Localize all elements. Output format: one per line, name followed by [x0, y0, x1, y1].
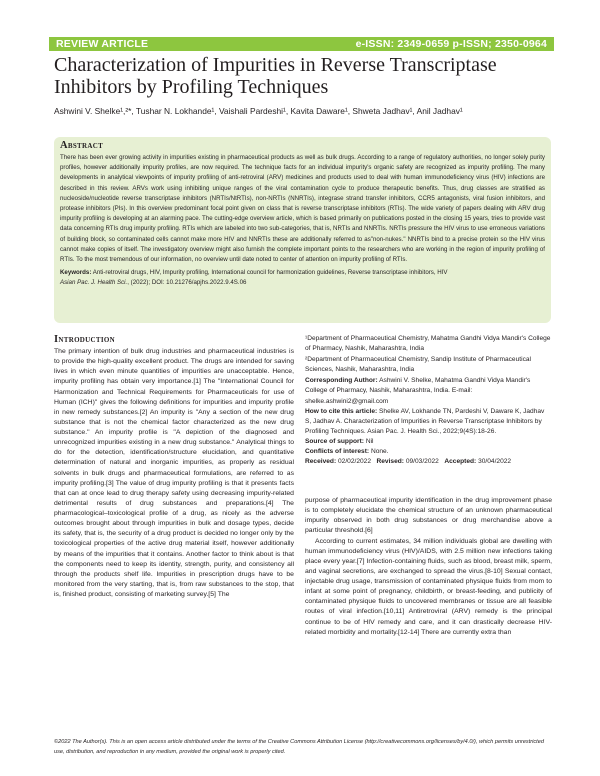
source-of-support [305, 437, 552, 447]
article-type-label: REVIEW ARTICLE [56, 38, 149, 50]
revised-label: Revised: [376, 458, 404, 466]
article-info [305, 334, 552, 467]
how-to-cite-text: Shelke AV, Lokhande TN, Pardeshi V, Daware K, Jadhav S, Jadhav A. Characterization of Impurities in Reverse Transcriptase Inhibitors by Profiling Techniques. Asian Pac. J. Health Sci., 2022;9(4S):18-26. [305, 407, 545, 435]
affiliation-2: ²Department of Pharmaceutical Chemistry, Sandip Institute of Pharmaceutical Sciences, Nashik, Maharashtra, India [305, 356, 531, 374]
article-title: Characterization of Impurities in Reverse Transcriptase Inhibitors by Profiling Techniques [54, 54, 497, 98]
citation-doi: , (2022); DOI: 10.21276/apjhs.2022.9.4S.06 [127, 279, 247, 287]
abstract-heading: Abstract [60, 140, 104, 151]
introduction-heading: Introduction [54, 334, 115, 345]
left-column [54, 334, 294, 600]
article-dates [305, 457, 552, 467]
right-paragraph-2: According to current estimates, 34 million individuals global are dwelling with human immunodeficiency virus (HIV)/AIDS, with 2.5 million new infections taking place every year.[7] Infection-containing fluids, such as blood, breast milk, sperm, and vaginal secretions, are exchanged to spread the virus.[8-10] Sexual contact, injectable drug usage, transmission of contaminated physique fluids from mom to infant at some point of pregnancy, childbirth, or breast-feeding, and publicity of contaminated physique fluids to uncovered membranes or tissue are all feasible routes of viral infection.[10,11] Antiretroviral (ARV) remedy is the principal continue to be of HIV remedy and care, and it can drastically decrease HIV-related morbidity and mortality.[12-14] There are currently extra than [305, 537, 552, 636]
corresponding-label: Corresponding Author: [305, 377, 378, 385]
revised-date: 09/03/2022 [404, 458, 439, 466]
keywords-text: Anti-retroviral drugs, HIV, Impurity profiling, International council for harmonization guidelines, Reverse transcriptase inhibitors, HIV [92, 269, 448, 277]
abstract-box [54, 137, 551, 323]
keywords-line [60, 268, 545, 278]
accepted-label: Accepted: [444, 458, 477, 466]
right-column-body [305, 496, 552, 638]
abstract-text: There has been ever growing activity in impurities existing in pharmaceutical products as well as bulk drugs. According to a range of regulatory authorities, no longer solely purity profiles, however additionally impurity profiles, are now required. The technique facts for an individual impurity's organic safety are recognized as impurity profiling. The many developments in analytical viewpoints of impurity profiling of anti-retroviral (ARV) medicines and products used to deal with human immunodeficiency virus (HIV) infections are described in this review. ARVs work using inhibiting unique ranges of the viral contamination cycle to produce therapeutic benefits. Thus, drug classes are stratified as nucleoside/nucleotide reverse transcriptase inhibitors (NRTIs/NtRTIs), non-NRTIs (NNRTIs), integrase strand transfer inhibitors, CCR5 antagonists, viral fusion inhibitors, and protease inhibitors (PIs). In this overview predominant focal point given on class that is reverse transcriptase inhibitors (RTIs). The wide variety of papers dealing with ARV drug impurity profiling is developing at an alarming pace. The cutting-edge overview article, which is based primarily on publications posted in the closing 15 years, tries to provide vast data concerning RTIs drug impurity profiling. RTIs which are labeled into two sub-categories, that is, NRTIs and NNRTIs. NRTIs pressure the HIV virus to use erroneous variations of building block, so contaminated cells cannot make more HIV and NNRTIs these are additionally referred to as"non-nukes." NNRTIs bind to a precise protein so the HIV virus cannot make copies of itself. The investigatory overview might also furnish the complete important points to the researchers who are working in the region of impurity profiling of RTIs. To the most tremendous of our information, no overview until date noted to center of attention on impurity profiling of RTIs. [60, 154, 545, 264]
affiliation-1: ¹Department of Pharmaceutical Chemistry, Mahatma Gandhi Vidya Mandir's College of Pharmacy, Nashik, Maharashtra, India [305, 335, 551, 353]
citation-line [60, 278, 545, 288]
support-value: Nil [363, 437, 374, 445]
conflicts-of-interest [305, 447, 552, 457]
received-date: 02/02/2022 [336, 458, 371, 466]
keywords-label: Keywords: [60, 269, 92, 277]
author-list: Ashwini V. Shelke¹,²*, Tushar N. Lokhande¹, Vaishali Pardeshi¹, Kavita Daware¹, Shweta Jadhav¹, Anil Jadhav¹ [54, 106, 463, 116]
conflict-value: None. [369, 448, 389, 456]
corresponding-author [305, 376, 552, 406]
how-to-cite-label: How to cite this article: [305, 407, 378, 415]
right-paragraph-1: purpose of pharmaceutical impurity identification in the drug improvement phase is to completely elucidate the chemical structure of an unknown pharmaceutical impurity observed in both drug substances or drug merchandise above a particular threshold.[6] [305, 497, 552, 535]
article-type-banner [49, 37, 554, 51]
license-footer: ©2022 The Author(s). This is an open access article distributed under the terms of the Creative Commons Attribution License (http://creativecommons.org/licenses/by/4.0/), which permits unrestricted use, distribution, and reproduction in any medium, provided the original work is properly cited. [54, 739, 544, 755]
conflict-label: Conflicts of interest: [305, 448, 370, 456]
corresponding-text: Ashwini V. Shelke, Mahatma Gandhi Vidya Mandir's College of Pharmacy, Nashik, Maharashtra, India. E-mail: shelke.ashwini2@gmail.com [305, 377, 531, 405]
how-to-cite [305, 407, 552, 437]
issn-label: e-ISSN: 2349-0659 p-ISSN; 2350-0964 [355, 38, 547, 50]
support-label: Source of support: [305, 437, 364, 445]
received-label: Received: [305, 458, 337, 466]
citation-journal: Asian Pac. J. Health Sci. [60, 279, 128, 287]
introduction-text: The primary intention of bulk drug industries and pharmaceutical industries is to provide the high-quality excellent product. The drugs are intended for saving lives in which even minute quantities of impurities are unacceptable. Hence, impurity profiling has obtain very importance.[1] The "International Council for Harmonization and Technical Requirements for Pharmaceuticals for use of Human (ICH)" gives the following definitions for impurities and impurity profile in new remedy substances.[2] An impurity is "Any a section of the new drug substance that is not the chemical factor characterized as the new drug substance." An impurity profile is "A depiction of the diagnosed and unrecognized impurities existing in a new drug substance." Analytical things to do for the detection, identification/structure elucidation, and quantitative determination of natural and inorganic impurities, as properly as residual solvents in bulk drugs and pharmaceutical formulations, are referred to as impurity profiling.[3] The value of drug impurity profiling is that it presents facts that can at once lead to drug therapy safety using decreasing impurity-related detrimental results of drug substances and preparations.[4] The pharmacological–toxicological profile of a drug, as nicely as the adverse outcomes brought about through impurities in bulk and dosage types, decide its safety, that is, the security of a drug product is decided no longer only by the toxicological properties of the active drug material itself, however additionally by means of the impurities that it contains. Another factor to think about is that the components need to keep its identity, strength, purity, and consistency all through the products shelf life. Impurities in prescription drugs have to be monitored from the very starting, that is, from raw substances to the stop, that is, finished product, consisting of marketing survey.[5] The [54, 348, 294, 598]
accepted-date: 30/04/2022 [476, 458, 512, 466]
